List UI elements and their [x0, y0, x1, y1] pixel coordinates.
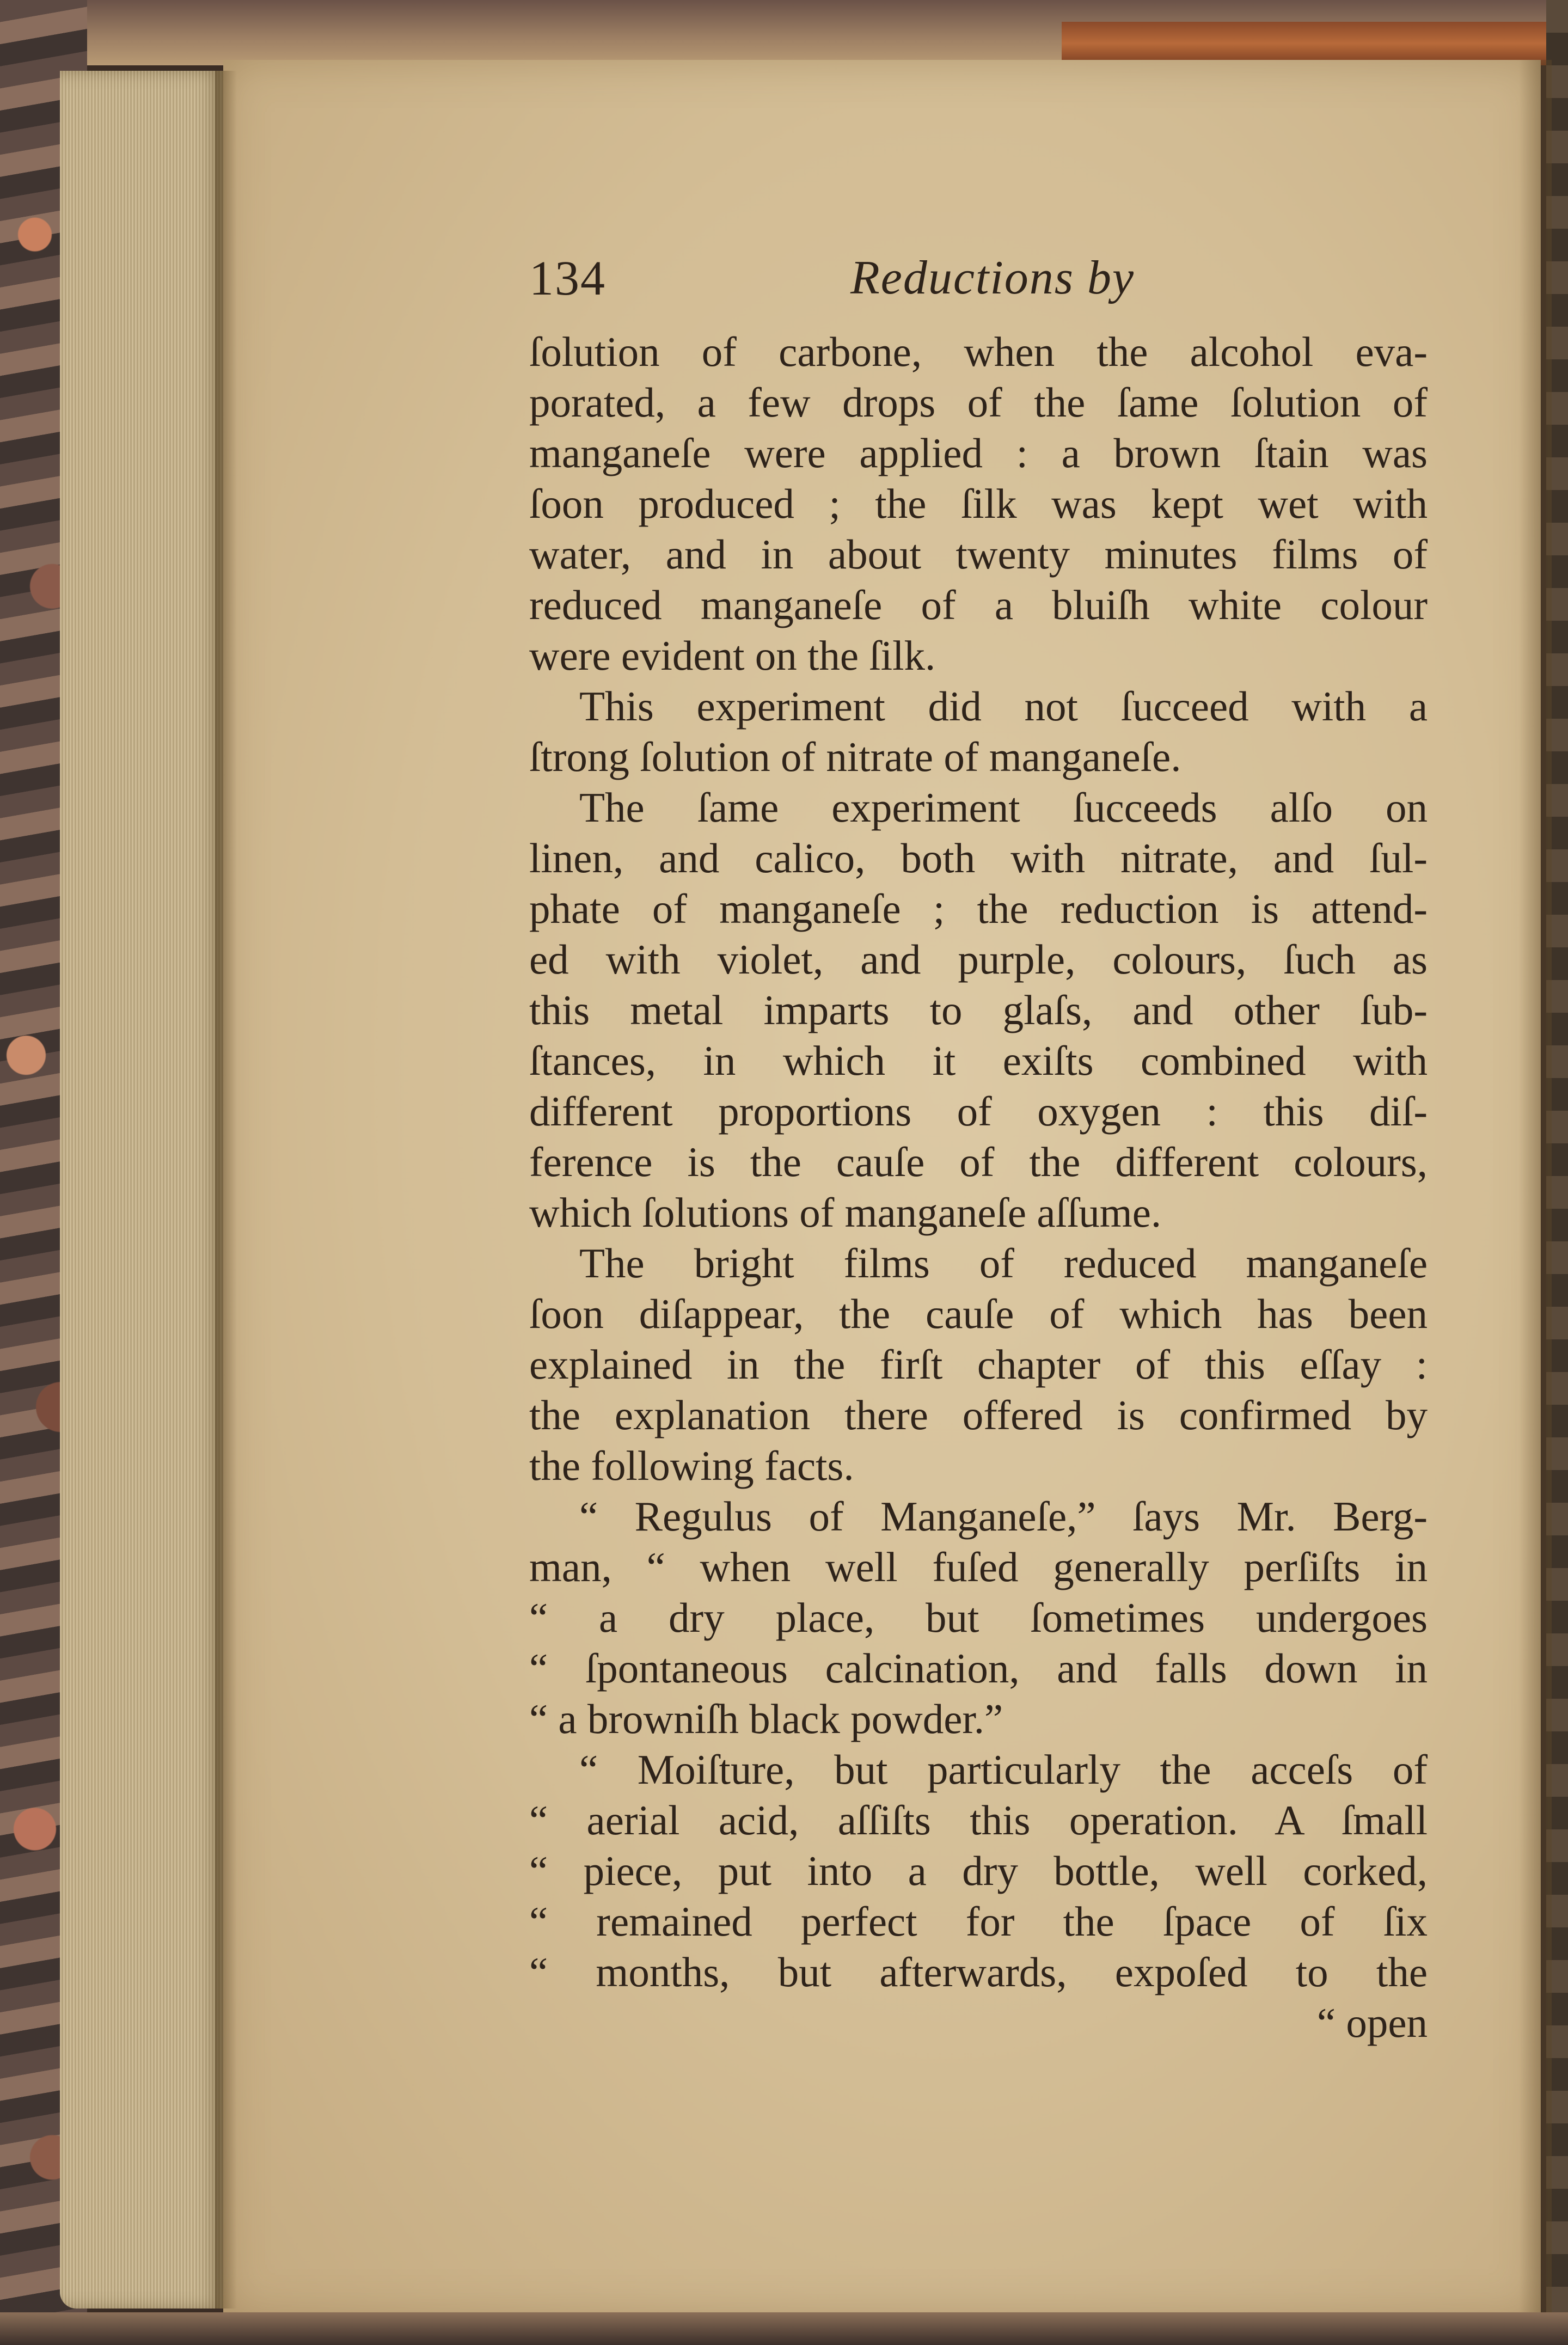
text-line: phate of manganeſe ; the reduction is attend-	[529, 885, 1428, 932]
page-number: 134	[529, 252, 606, 305]
text-line: “ a browniſh black powder.”	[529, 1695, 1003, 1742]
page-header	[529, 250, 1428, 327]
right-gutter-shadow	[1519, 60, 1552, 2317]
text-line: “ Regulus of Manganeſe,” ſays Mr. Berg-	[579, 1493, 1428, 1540]
text-line: explained in the firſt chapter of this eſſay :	[529, 1341, 1428, 1388]
gutter-shadow	[215, 71, 237, 2309]
text-line: The ſame experiment ſucceeds alſo on	[579, 784, 1428, 831]
text-line: ference is the cauſe of the different colours,	[529, 1138, 1428, 1185]
text-line: this metal imparts to glaſs, and other ſub-	[529, 987, 1428, 1033]
text-line: “ piece, put into a dry bottle, well corked,	[529, 1847, 1428, 1894]
text-line: different proportions of oxygen : this diſ-	[529, 1088, 1428, 1135]
text-line: the following facts.	[529, 1442, 854, 1489]
leather-binding-edge	[1062, 22, 1568, 65]
text-line: “ Moiſture, but particularly the acceſs of	[579, 1746, 1428, 1793]
text-line: linen, and calico, both with nitrate, and ſul-	[529, 835, 1428, 881]
text-line: The bright films of reduced manganeſe	[579, 1240, 1428, 1287]
text-line: porated, a few drops of the ſame ſolution of	[529, 379, 1428, 426]
page-text-block	[529, 250, 1428, 2048]
text-line: ſoon produced ; the ſilk was kept wet with	[529, 480, 1428, 527]
running-head: Reductions by	[850, 252, 1135, 304]
text-line: “ remained perfect for the ſpace of ſix	[529, 1898, 1428, 1945]
text-line: man, “ when well fuſed generally perſiſts in	[529, 1544, 1428, 1590]
text-line: ſolution of carbone, when the alcohol eva-	[529, 328, 1428, 375]
text-line: the explanation there offered is confirmed by	[529, 1392, 1428, 1438]
text-line: ſoon diſappear, the cauſe of which has been	[529, 1290, 1428, 1337]
text-line: manganeſe were applied : a brown ſtain was	[529, 430, 1428, 476]
text-line: ſtances, in which it exiſts combined with	[529, 1037, 1428, 1084]
text-line: “ a dry place, but ſometimes undergoes	[529, 1594, 1428, 1641]
text-line: This experiment did not ſucceed with a	[579, 683, 1428, 730]
text-line: water, and in about twenty minutes films of	[529, 531, 1428, 578]
page-edge-stack	[60, 71, 223, 2309]
catchword: “ open	[1316, 1999, 1428, 2046]
text-line: reduced manganeſe of a bluiſh white colour	[529, 581, 1428, 628]
text-line: “ aerial acid, aſſiſts this operation. A ſmall	[529, 1797, 1428, 1844]
text-line: “ ſpontaneous calcination, and falls down in	[529, 1645, 1428, 1692]
text-line: ed with violet, and purple, colours, ſuch as	[529, 936, 1428, 983]
book-bottom-edge	[0, 2312, 1568, 2345]
text-line: which ſolutions of manganeſe aſſume.	[529, 1189, 1162, 1236]
text-line: were evident on the ſilk.	[529, 632, 936, 679]
text-line: “ months, but afterwards, expoſed to the	[529, 1949, 1428, 1995]
text-line: ſtrong ſolution of nitrate of manganeſe.	[529, 733, 1181, 780]
body-text	[529, 327, 1428, 2048]
